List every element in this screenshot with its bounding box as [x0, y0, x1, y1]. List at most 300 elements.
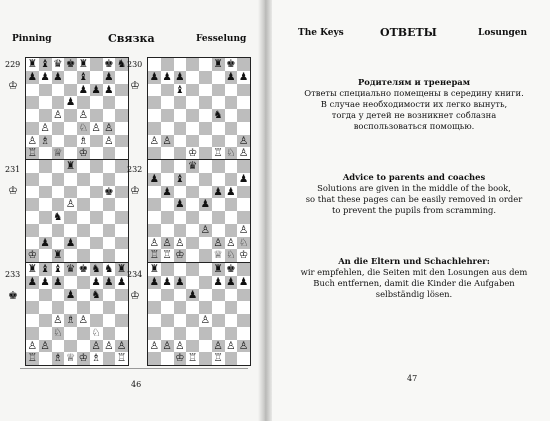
- side-to-move-icon: ♔: [8, 79, 18, 92]
- empty-square: [148, 84, 161, 97]
- empty-square: [225, 301, 238, 314]
- chess-piece-square: ♜: [53, 249, 63, 262]
- empty-square: [186, 249, 199, 262]
- chess-piece-square: ♟: [53, 275, 63, 288]
- empty-square: [212, 160, 225, 173]
- empty-square: [64, 276, 77, 289]
- empty-square: [237, 96, 250, 109]
- chess-piece-square: ♝: [175, 172, 185, 185]
- empty-square: [115, 237, 128, 250]
- chess-piece-square: ♙: [238, 134, 249, 147]
- empty-square: [174, 96, 187, 109]
- chess-piece-square: ♙: [162, 236, 172, 249]
- empty-square: [174, 263, 187, 276]
- diagram-number: 233: [5, 270, 21, 279]
- chess-piece-square: ♞: [213, 109, 223, 122]
- chess-piece-square: ♟: [175, 275, 185, 288]
- empty-square: [103, 96, 116, 109]
- empty-square: [161, 198, 174, 211]
- chess-piece-square: ♙: [53, 314, 63, 327]
- chess-piece-square: ♚: [65, 58, 76, 71]
- chess-piece-square: ♟: [27, 70, 38, 83]
- chess-piece-square: ♙: [91, 121, 101, 134]
- chess-piece-square: ♜: [149, 263, 160, 276]
- empty-square: [212, 198, 225, 211]
- empty-square: [186, 173, 199, 186]
- header-svyazka: Связка: [108, 32, 155, 45]
- chess-piece-square: ♟: [40, 236, 50, 249]
- empty-square: [90, 224, 103, 237]
- chess-piece-square: ♞: [91, 288, 101, 301]
- chess-piece-square: ♙: [27, 339, 38, 352]
- empty-square: [26, 109, 39, 122]
- empty-square: [174, 211, 187, 224]
- empty-square: [212, 96, 225, 109]
- empty-square: [52, 237, 65, 250]
- chess-piece-square: ♞: [53, 211, 63, 224]
- chess-piece-square: ♖: [116, 352, 127, 365]
- chess-piece-square: ♘: [226, 249, 236, 262]
- empty-square: [148, 122, 161, 135]
- chess-piece-square: ♘: [238, 236, 249, 249]
- header-fesselung: Fesselung: [196, 34, 247, 44]
- chess-piece-square: ♔: [238, 249, 249, 262]
- empty-square: [161, 314, 174, 327]
- empty-square: [225, 198, 238, 211]
- empty-square: [90, 71, 103, 84]
- empty-square: [39, 173, 52, 186]
- empty-square: [52, 160, 65, 173]
- empty-square: [52, 122, 65, 135]
- chess-piece-square: ♘: [78, 121, 89, 134]
- empty-square: [186, 96, 199, 109]
- side-to-move-icon: ♔: [130, 79, 140, 92]
- chess-piece-square: ♙: [200, 314, 211, 327]
- chess-board: [25, 57, 129, 161]
- empty-square: [148, 327, 161, 340]
- empty-square: [103, 160, 116, 173]
- chess-piece-square: ♔: [187, 147, 198, 160]
- chess-piece-square: ♜: [116, 263, 127, 276]
- chess-piece-square: ♟: [91, 83, 101, 96]
- empty-square: [39, 198, 52, 211]
- empty-square: [39, 186, 52, 199]
- header-losungen: Losungen: [478, 28, 528, 38]
- empty-square: [26, 122, 39, 135]
- empty-square: [212, 224, 225, 237]
- side-to-move-icon: ♔: [130, 184, 140, 197]
- chess-piece-square: ♟: [40, 70, 50, 83]
- empty-square: [90, 314, 103, 327]
- empty-square: [199, 71, 212, 84]
- chess-piece-square: ♖: [213, 147, 223, 160]
- chess-piece-square: ♝: [40, 58, 50, 71]
- empty-square: [115, 198, 128, 211]
- empty-square: [148, 301, 161, 314]
- empty-square: [64, 327, 77, 340]
- empty-square: [161, 109, 174, 122]
- chess-piece-square: ♘: [226, 147, 236, 160]
- chess-piece-square: ♔: [175, 352, 185, 365]
- chess-piece-square: ♟: [238, 70, 249, 83]
- empty-square: [186, 122, 199, 135]
- chess-piece-square: ♗: [91, 352, 101, 365]
- empty-square: [39, 327, 52, 340]
- empty-square: [77, 249, 90, 262]
- chess-piece-square: ♙: [149, 134, 160, 147]
- header-otvety: ОТВЕТЫ: [380, 26, 437, 39]
- chess-piece-square: ♟: [104, 70, 114, 83]
- chess-piece-square: ♞: [116, 58, 127, 71]
- empty-square: [212, 135, 225, 148]
- empty-square: [103, 173, 116, 186]
- chess-board: [25, 159, 129, 263]
- empty-square: [52, 301, 65, 314]
- empty-square: [161, 160, 174, 173]
- empty-square: [199, 289, 212, 302]
- empty-square: [103, 301, 116, 314]
- empty-square: [161, 96, 174, 109]
- chess-piece-square: ♟: [175, 198, 185, 211]
- chess-piece-square: ♜: [78, 58, 89, 71]
- chess-piece-square: ♟: [238, 275, 249, 288]
- section-line: В случае необходимости их легко вынуть,: [320, 99, 508, 109]
- empty-square: [237, 263, 250, 276]
- chess-piece-square: ♛: [53, 58, 63, 71]
- chess-piece-square: ♜: [213, 58, 223, 71]
- chess-piece-square: ♟: [187, 288, 198, 301]
- empty-square: [64, 84, 77, 97]
- empty-square: [199, 160, 212, 173]
- chess-piece-square: ♖: [27, 147, 38, 160]
- empty-square: [161, 224, 174, 237]
- chess-piece-square: ♟: [53, 70, 63, 83]
- header-the-keys: The Keys: [298, 28, 344, 38]
- empty-square: [186, 135, 199, 148]
- empty-square: [186, 276, 199, 289]
- chess-piece-square: ♞: [104, 263, 114, 276]
- chess-piece-square: ♟: [175, 70, 185, 83]
- chess-piece-square: ♔: [175, 249, 185, 262]
- chess-piece-square: ♟: [65, 236, 76, 249]
- empty-square: [199, 135, 212, 148]
- empty-square: [26, 224, 39, 237]
- empty-square: [26, 160, 39, 173]
- empty-square: [26, 173, 39, 186]
- empty-square: [103, 198, 116, 211]
- empty-square: [52, 84, 65, 97]
- empty-square: [26, 301, 39, 314]
- chess-piece-square: ♟: [149, 70, 160, 83]
- empty-square: [64, 71, 77, 84]
- empty-square: [225, 135, 238, 148]
- empty-square: [199, 301, 212, 314]
- chess-piece-square: ♙: [40, 121, 50, 134]
- chess-board: [25, 262, 129, 366]
- empty-square: [199, 276, 212, 289]
- empty-square: [115, 96, 128, 109]
- chess-board: [147, 57, 251, 161]
- empty-square: [186, 186, 199, 199]
- empty-square: [39, 224, 52, 237]
- empty-square: [186, 198, 199, 211]
- chess-piece-square: ♟: [65, 288, 76, 301]
- chess-piece-square: ♟: [91, 275, 101, 288]
- page-number-left: 46: [131, 380, 142, 389]
- chess-piece-square: ♚: [78, 263, 89, 276]
- empty-square: [186, 58, 199, 71]
- empty-square: [39, 352, 52, 365]
- section-line: Buch entfernen, damit die Kinder die Aufgaben: [313, 278, 515, 288]
- empty-square: [174, 135, 187, 148]
- chess-piece-square: ♟: [149, 275, 160, 288]
- empty-square: [64, 173, 77, 186]
- empty-square: [26, 327, 39, 340]
- section-line: тогда у детей не возникнет соблазна: [331, 110, 497, 120]
- chess-piece-square: ♟: [226, 70, 236, 83]
- chess-piece-square: ♟: [40, 275, 50, 288]
- empty-square: [237, 352, 250, 365]
- empty-square: [199, 96, 212, 109]
- chess-piece-square: ♟: [162, 275, 172, 288]
- chess-piece-square: ♜: [27, 58, 38, 71]
- empty-square: [225, 314, 238, 327]
- empty-square: [212, 289, 225, 302]
- empty-square: [212, 84, 225, 97]
- empty-square: [26, 96, 39, 109]
- chess-piece-square: ♟: [238, 172, 249, 185]
- empty-square: [103, 327, 116, 340]
- empty-square: [225, 289, 238, 302]
- empty-square: [186, 71, 199, 84]
- empty-square: [161, 301, 174, 314]
- chess-piece-square: ♗: [78, 134, 89, 147]
- empty-square: [52, 173, 65, 186]
- empty-square: [237, 314, 250, 327]
- chess-piece-square: ♖: [162, 249, 172, 262]
- chess-piece-square: ♔: [78, 147, 89, 160]
- empty-square: [64, 109, 77, 122]
- chess-piece-square: ♖: [187, 352, 198, 365]
- empty-square: [90, 96, 103, 109]
- diagram-number: 234: [127, 270, 143, 279]
- chess-piece-square: ♕: [213, 249, 223, 262]
- chess-piece-square: ♙: [65, 198, 76, 211]
- empty-square: [115, 135, 128, 148]
- chess-piece-square: ♟: [162, 70, 172, 83]
- empty-square: [77, 327, 90, 340]
- chess-piece-square: ♘: [53, 326, 63, 339]
- empty-square: [115, 289, 128, 302]
- header-pinning: Pinning: [12, 34, 52, 44]
- empty-square: [39, 249, 52, 262]
- empty-square: [186, 109, 199, 122]
- chess-piece-square: ♜: [213, 263, 223, 276]
- empty-square: [186, 340, 199, 353]
- chess-piece-square: ♗: [65, 314, 76, 327]
- book-gutter: [258, 0, 272, 421]
- empty-square: [174, 160, 187, 173]
- side-to-move-icon: ♔: [130, 289, 140, 302]
- chess-piece-square: ♚: [104, 58, 114, 71]
- empty-square: [39, 84, 52, 97]
- empty-square: [77, 301, 90, 314]
- empty-square: [225, 173, 238, 186]
- empty-square: [161, 327, 174, 340]
- chess-piece-square: ♝: [175, 83, 185, 96]
- diagram-number: 232: [127, 165, 143, 174]
- empty-square: [199, 109, 212, 122]
- empty-square: [103, 289, 116, 302]
- empty-square: [237, 186, 250, 199]
- chess-piece-square: ♝: [78, 70, 89, 83]
- empty-square: [64, 211, 77, 224]
- chess-piece-square: ♙: [226, 236, 236, 249]
- empty-square: [237, 289, 250, 302]
- empty-square: [52, 224, 65, 237]
- empty-square: [148, 160, 161, 173]
- empty-square: [39, 211, 52, 224]
- section-line: Solutions are given in the middle of the book,: [317, 183, 511, 193]
- empty-square: [212, 301, 225, 314]
- empty-square: [174, 58, 187, 71]
- empty-square: [115, 122, 128, 135]
- empty-square: [225, 109, 238, 122]
- empty-square: [90, 135, 103, 148]
- empty-square: [199, 84, 212, 97]
- chess-piece-square: ♟: [116, 275, 127, 288]
- empty-square: [186, 327, 199, 340]
- chess-piece-square: ♟: [149, 172, 160, 185]
- empty-square: [115, 109, 128, 122]
- empty-square: [77, 224, 90, 237]
- chess-piece-square: ♙: [104, 134, 114, 147]
- empty-square: [115, 249, 128, 262]
- empty-square: [115, 327, 128, 340]
- empty-square: [90, 301, 103, 314]
- chess-piece-square: ♙: [226, 339, 236, 352]
- empty-square: [39, 289, 52, 302]
- empty-square: [77, 211, 90, 224]
- side-to-move-icon: ♔: [8, 184, 18, 197]
- empty-square: [237, 122, 250, 135]
- empty-square: [212, 211, 225, 224]
- empty-square: [77, 276, 90, 289]
- chess-piece-square: ♚: [104, 185, 114, 198]
- chess-piece-square: ♙: [78, 109, 89, 122]
- empty-square: [174, 314, 187, 327]
- chess-piece-square: ♟: [226, 185, 236, 198]
- empty-square: [225, 160, 238, 173]
- section-german: [286, 256, 542, 300]
- chess-piece-square: ♙: [104, 339, 114, 352]
- empty-square: [225, 96, 238, 109]
- empty-square: [26, 84, 39, 97]
- chess-piece-square: ♙: [213, 236, 223, 249]
- empty-square: [77, 198, 90, 211]
- chess-piece-square: ♗: [40, 134, 50, 147]
- empty-square: [148, 224, 161, 237]
- empty-square: [199, 122, 212, 135]
- chess-piece-square: ♟: [162, 185, 172, 198]
- empty-square: [161, 84, 174, 97]
- chess-piece-square: ♚: [226, 58, 236, 71]
- empty-square: [39, 301, 52, 314]
- chess-piece-square: ♙: [116, 339, 127, 352]
- empty-square: [103, 352, 116, 365]
- chess-piece-square: ♙: [40, 339, 50, 352]
- section-line: so that these pages can be easily removed in order: [305, 194, 523, 204]
- chess-piece-square: ♙: [149, 236, 160, 249]
- diagram-number: 230: [127, 60, 143, 69]
- empty-square: [52, 289, 65, 302]
- empty-square: [103, 224, 116, 237]
- empty-square: [64, 340, 77, 353]
- empty-square: [148, 211, 161, 224]
- empty-square: [115, 186, 128, 199]
- empty-square: [52, 186, 65, 199]
- chess-piece-square: ♗: [53, 352, 63, 365]
- empty-square: [186, 314, 199, 327]
- empty-square: [115, 224, 128, 237]
- empty-square: [161, 263, 174, 276]
- empty-square: [186, 301, 199, 314]
- page-number-right: 47: [407, 374, 418, 383]
- empty-square: [103, 109, 116, 122]
- empty-square: [225, 352, 238, 365]
- chess-piece-square: ♔: [78, 352, 89, 365]
- empty-square: [26, 211, 39, 224]
- chess-piece-square: ♙: [238, 147, 249, 160]
- empty-square: [115, 84, 128, 97]
- chess-board: [147, 262, 251, 366]
- empty-square: [90, 211, 103, 224]
- section-line: to prevent the pupils from scramming.: [331, 205, 497, 215]
- chess-piece-square: ♘: [91, 326, 101, 339]
- chess-piece-square: ♙: [200, 223, 211, 236]
- empty-square: [90, 173, 103, 186]
- empty-square: [161, 58, 174, 71]
- chess-piece-square: ♛: [187, 160, 198, 173]
- empty-square: [90, 186, 103, 199]
- chess-piece-square: ♙: [162, 134, 172, 147]
- empty-square: [161, 122, 174, 135]
- chess-piece-square: ♙: [149, 339, 160, 352]
- chess-piece-square: ♙: [238, 223, 249, 236]
- chess-piece-square: ♟: [78, 83, 89, 96]
- empty-square: [199, 352, 212, 365]
- empty-square: [186, 237, 199, 250]
- empty-square: [225, 211, 238, 224]
- empty-square: [64, 301, 77, 314]
- chess-piece-square: ♙: [27, 134, 38, 147]
- chess-piece-square: ♛: [65, 263, 76, 276]
- empty-square: [174, 301, 187, 314]
- chess-piece-square: ♖: [149, 249, 160, 262]
- empty-square: [237, 84, 250, 97]
- empty-square: [148, 198, 161, 211]
- empty-square: [199, 249, 212, 262]
- empty-square: [174, 224, 187, 237]
- empty-square: [212, 122, 225, 135]
- empty-square: [161, 173, 174, 186]
- empty-square: [64, 224, 77, 237]
- empty-square: [26, 198, 39, 211]
- chess-piece-square: ♟: [65, 96, 76, 109]
- empty-square: [103, 211, 116, 224]
- empty-square: [186, 84, 199, 97]
- empty-square: [39, 314, 52, 327]
